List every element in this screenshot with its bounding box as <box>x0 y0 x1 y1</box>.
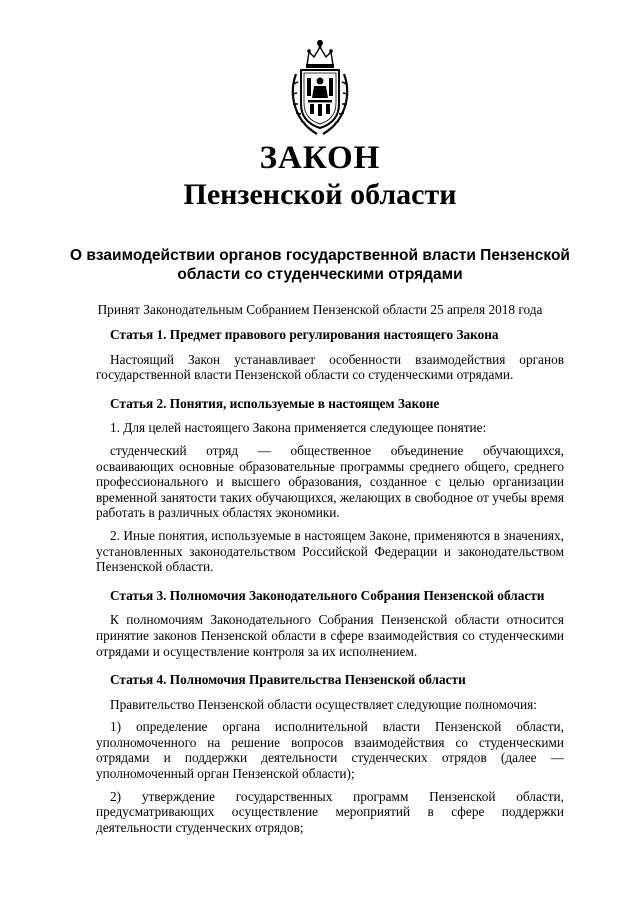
article-paragraph: 2) утверждение государственных программ Пензенской области, предусматривающих осуществление мероприятий в сфере поддержки деятельности студенческих отрядов; <box>96 788 564 835</box>
article-title: Статья 3. Полномочия Законодательного Собрания Пензенской области <box>110 587 545 603</box>
article-title: Статья 2. Понятия, используемые в настоящем Законе <box>110 395 440 411</box>
article-3 <box>96 588 564 659</box>
law-body <box>96 327 564 842</box>
region-title: Пензенской области <box>183 178 457 211</box>
article-paragraph: студенческий отряд — общественное объединение обучающихся, осваивающих основные образовательные программы среднего общего, среднего профессионального и высшего образования, созданное с целью организации временной занятости таких обучающихся, желающих в свободное от учебы время работать в различных областях экономики. <box>96 442 564 521</box>
article-4 <box>96 672 564 835</box>
article-paragraph: 1) определение органа исполнительной власти Пензенской области, уполномоченного на решение вопросов взаимодействия со студенческими отрядами и поддержки деятельности студенческих отрядов (далее — уполномоченный орган Пензенской области); <box>96 719 564 782</box>
article-paragraph: Настоящий Закон устанавливает особенности взаимодействия органов государственной власти Пензенской области со студенческими отрядами. <box>96 351 564 383</box>
adoption-note: Принят Законодательным Собранием Пензенской области 25 апреля 2018 года <box>97 302 543 317</box>
article-1 <box>96 327 564 383</box>
document-type-title: ЗАКОН <box>259 140 381 176</box>
law-subject-heading: О взаимодействии органов государственной власти Пензенской области со студенческими отрядами <box>70 247 570 283</box>
penza-region-coat-of-arms-icon <box>287 38 353 138</box>
article-paragraph: Правительство Пензенской области осуществляет следующие полномочия: <box>110 696 537 712</box>
article-2 <box>96 396 564 575</box>
article-title: Статья 4. Полномочия Правительства Пензенской области <box>110 672 466 688</box>
article-paragraph: К полномочиям Законодательного Собрания Пензенской области относится принятие законов Пензенской области в сфере взаимодействия со студенческими отрядами и осуществление контроля за их исполнением. <box>96 612 564 659</box>
article-paragraph: 1. Для целей настоящего Закона применяется следующее понятие: <box>110 420 487 436</box>
article-title: Статья 1. Предмет правового регулирования настоящего Закона <box>110 327 499 342</box>
coat-of-arms-emblem <box>287 38 353 138</box>
article-paragraph: 2. Иные понятия, используемые в настоящем Законе, применяются в значениях, установленных законодательством Российской Федерации и законодательством Пензенской области. <box>96 527 564 575</box>
